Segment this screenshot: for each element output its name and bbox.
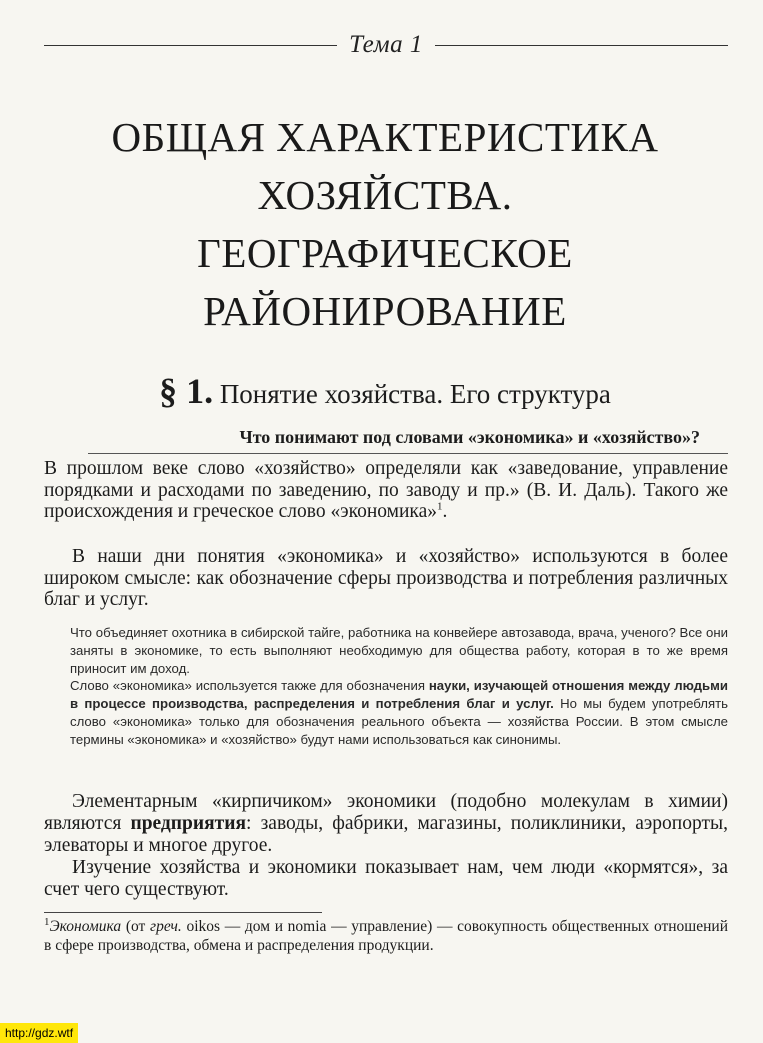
- question-heading: Что понимают под словами «экономика» и «хозяйство»?: [239, 427, 700, 447]
- footnote-mark: 1: [44, 915, 50, 928]
- watermark-link[interactable]: http://gdz.wtf: [0, 1023, 78, 1043]
- note-block: [70, 624, 728, 749]
- footnote-lang: греч.: [150, 918, 182, 935]
- note-paragraph-2: [70, 677, 728, 748]
- note-paragraph-2-end: Но мы будем употреблять слово «экономика» только для обозначения реального объекта — хозяйства России. В этом смысле термины «экономика» и «хозяйство» будут нами использоваться как синонимы.: [70, 696, 728, 747]
- topic-label: Тема 1: [349, 31, 423, 58]
- topic-header: [44, 30, 728, 60]
- note-paragraph-2-start: Слово «экономика» используется также для обозначения: [70, 678, 429, 694]
- chapter-title-line: РАЙОНИРОВАНИЕ: [203, 288, 567, 334]
- paragraph-1: [44, 458, 728, 523]
- paragraph-2: В наши дни понятия «экономика» и «хозяйство» используются в более широком смысле: как обозначение сферы производства и потребления различных благ и услуг.: [44, 546, 728, 610]
- paragraph-1-end: .: [442, 501, 448, 522]
- paragraph-3-end: : заводы, фабрики, магазины, поликлиники, аэропорты, элеваторы и многое другое.: [44, 813, 728, 856]
- header-rule-right: [435, 45, 728, 46]
- chapter-title-line: ОБЩАЯ ХАРАКТЕРИСТИКА: [111, 114, 659, 160]
- section-title: [40, 370, 730, 412]
- chapter-title-line: ХОЗЯЙСТВА.: [257, 172, 513, 218]
- footnote-reference[interactable]: 1: [437, 500, 443, 513]
- footnote: [44, 917, 728, 955]
- paragraph-1-text: В прошлом веке слово «хозяйство» определяли как «заведование, управление порядками и расходами по заведению, по заводу и пр.» (В. И. Даль). Такого же происхождения и греческое слово «экономика»: [44, 458, 728, 522]
- footnote-text: oikos — дом и nomia — управление) — совокупность общественных отношений в сфере производства, обмена и распределения продукции.: [44, 918, 729, 954]
- note-paragraph-1: Что объединяет охотника в сибирской тайге, работника на конвейере автозавода, врача, ученого? Все они заняты в экономике, то есть выполняют необходимую для общества работу, которая в то же время приносит им доход.: [70, 625, 728, 676]
- paragraph-3: [44, 791, 728, 857]
- section-heading: Понятие хозяйства. Его структура: [219, 379, 611, 409]
- footnote-lang-open: (от: [121, 918, 151, 935]
- section-number: § 1.: [159, 371, 214, 411]
- body-text-2: [44, 791, 728, 901]
- footnote-rule: [44, 912, 322, 913]
- question-underline: [88, 453, 728, 454]
- chapter-title-line: ГЕОГРАФИЧЕСКОЕ: [197, 230, 573, 276]
- note-definition-bold: науки, изучающей отношения между людьми в процессе производства, распределения и потребления благ и услуг.: [70, 678, 729, 712]
- header-rule-left: [44, 45, 337, 46]
- chapter-title: [40, 108, 730, 340]
- footnote-term: Экономика: [49, 918, 122, 935]
- paragraph-4: Изучение хозяйства и экономики показывает нам, чем люди «кормятся», за счет чего существуют.: [44, 857, 728, 900]
- paragraph-3-start: Элементарным «кирпичиком» экономики (подобно молекулам в химии) являются: [44, 791, 728, 834]
- paragraph-3-bold: предприятия: [130, 813, 247, 834]
